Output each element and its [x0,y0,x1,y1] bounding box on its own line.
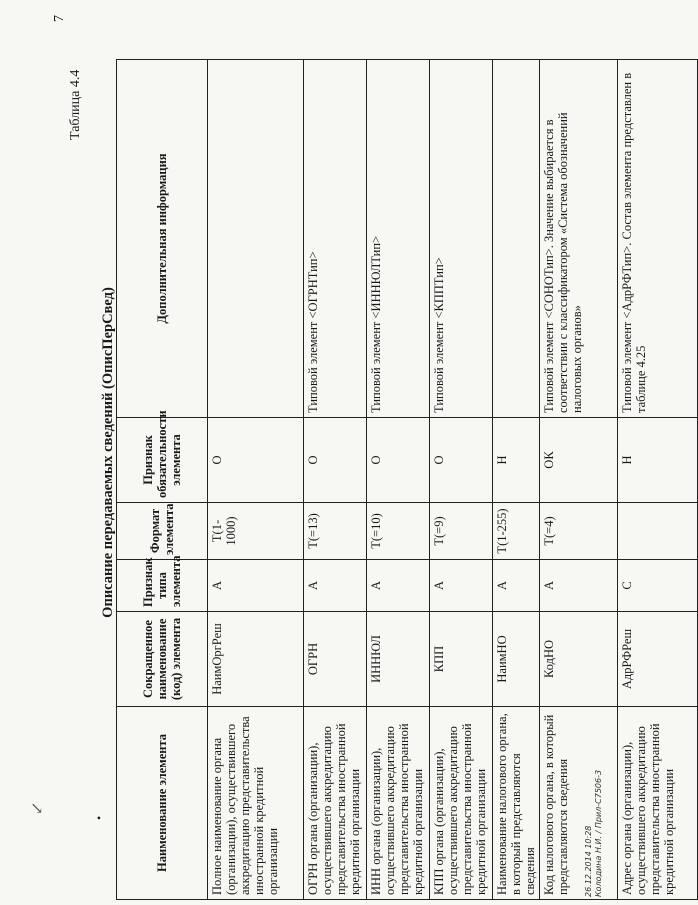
element-mandatory: ОК [540,418,618,503]
margin-dot: • [92,815,106,820]
table-row [367,60,430,900]
element-code: ИННЮЛ [367,612,430,707]
table-body [208,60,698,900]
stamp-date: 26.12.2014 10:28 [584,825,593,897]
table-row [208,60,304,900]
margin-mark: ↙ [29,801,46,815]
element-info: Типовой элемент <АдрРФТип>. Состав элемента представлен в таблице 4.25 [618,60,698,418]
element-info [208,60,304,418]
header-code: Сокращенное наименование (код) элемента [117,612,208,707]
element-info [493,60,540,418]
table-row [430,60,493,900]
element-format: Т(=9) [430,503,493,560]
element-type: С [618,560,698,612]
element-name: КПП органа (организации), осуществившего аккредитацию представительства иностранной кредитной организации [430,707,493,900]
element-info: Типовой элемент <КППТип> [430,60,493,418]
table-number: Таблица 4.4 [68,69,83,140]
element-type: А [304,560,367,612]
element-type: А [430,560,493,612]
element-format: Т(1-1000) [208,503,304,560]
table-caption: Описание передаваемых сведений (ОписПерСвед) [100,287,116,618]
element-format: Т(=4) [540,503,618,560]
element-mandatory: О [430,418,493,503]
element-type: А [208,560,304,612]
element-mandatory: Н [618,418,698,503]
element-code: НаимНО [493,612,540,707]
table-header-row [117,60,208,900]
element-format: Т(1-255) [493,503,540,560]
element-code: ОГРН [304,612,367,707]
header-element-name: Наименование элемента [117,707,208,900]
element-name: Адрес органа (организации), осуществившего аккредитацию представительства иностранной кредитной организации [618,707,698,900]
header-additional-info: Дополнительная информация [117,60,208,418]
element-info: Типовой элемент <СОНОТип>. Значение выбирается в соответствии с классификатором «Система обозначений налоговых органов» [540,60,618,418]
element-mandatory: О [304,418,367,503]
element-type: А [540,560,618,612]
element-name: Полное наименование органа (организации), осуществившего аккредитацию представительства иностранной кредитной организации [208,707,304,900]
element-name: ОГРН органа (организации), осуществившего аккредитацию представительства иностранной кредитной организации [304,707,367,900]
page-number: 7 [52,15,67,22]
element-mandatory: О [367,418,430,503]
header-mandatory: Признак обязательности элемента [117,418,208,503]
table-row [618,60,698,900]
element-format: Т(=10) [367,503,430,560]
elements-table [116,59,698,900]
document-stamp [584,770,604,897]
table-row [493,60,540,900]
element-code: НаимОргРеш [208,612,304,707]
table-row [304,60,367,900]
element-name: ИНН органа (организации), осуществившего аккредитацию представительства иностранной кредитной организации [367,707,430,900]
element-code: КПП [430,612,493,707]
element-code: АдрРФРеш [618,612,698,707]
element-format [618,503,698,560]
header-type: Признак типа элемента [117,560,208,612]
header-format: Формат элемента [117,503,208,560]
element-name: Наименование налогового органа, в который представляются сведения [493,707,540,900]
element-mandatory: О [208,418,304,503]
element-mandatory: Н [493,418,540,503]
element-type: А [367,560,430,612]
element-code: КодНО [540,612,618,707]
table-row [540,60,618,900]
element-name: Код налогового органа, в который представляются сведения [540,707,618,900]
element-info: Типовой элемент <ИННЮЛТип> [367,60,430,418]
element-type: А [493,560,540,612]
element-info: Типовой элемент <ОГРНТип> [304,60,367,418]
element-format: Т(=13) [304,503,367,560]
stamp-author: Колодина Н.И. / Прил-С7506-3 [594,769,603,897]
